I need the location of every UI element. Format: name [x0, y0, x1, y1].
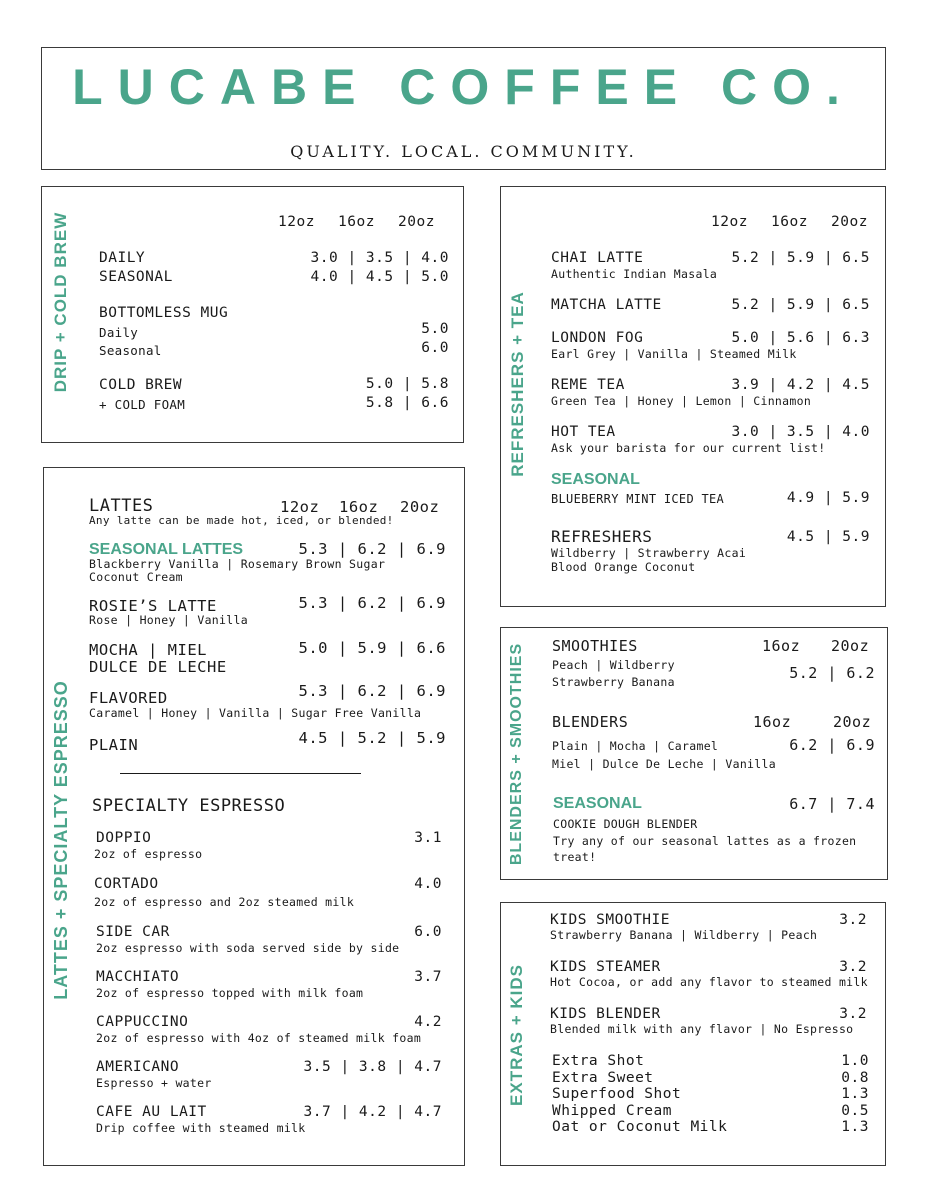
menu-item-name: SEASONAL	[99, 269, 173, 285]
menu-item-name: CHAI LATTE	[551, 250, 644, 266]
extras-section-label: EXTRAS + KIDS	[507, 964, 526, 1106]
menu-item-price: 5.0 | 5.8	[365, 376, 449, 392]
size-header: 20oz	[833, 713, 872, 731]
menu-item-desc: Earl Grey | Vanilla | Steamed Milk	[551, 347, 797, 361]
menu-item-name: DULCE DE LECHE	[89, 658, 227, 676]
menu-item-price: 3.0 | 3.5 | 4.0	[731, 424, 870, 440]
addon-name: Oat or Coconut Milk	[552, 1119, 728, 1135]
menu-item-desc: Strawberry Banana	[552, 675, 675, 689]
header-panel	[41, 47, 886, 170]
size-header: 20oz	[400, 498, 440, 516]
lattes-espresso-panel	[43, 467, 465, 1166]
menu-item-name: BLENDERS	[552, 713, 629, 731]
addon-price: 1.0	[841, 1053, 869, 1069]
extras-kids-panel	[500, 902, 886, 1166]
menu-item-price: 4.0	[414, 876, 442, 892]
menu-item-name: BLUEBERRY MINT ICED TEA	[551, 492, 725, 506]
menu-item-desc: Plain | Mocha | Caramel	[552, 739, 719, 753]
menu-item-desc: treat!	[553, 850, 597, 864]
menu-item-price: 5.3 | 6.2 | 6.9	[298, 594, 446, 612]
menu-item-name: REME TEA	[551, 377, 625, 393]
menu-item-price: 5.2 | 5.9 | 6.5	[731, 250, 870, 266]
menu-item-name: DOPPIO	[96, 830, 152, 846]
menu-item-price: 4.5 | 5.9	[786, 529, 870, 545]
size-header: 20oz	[831, 637, 870, 655]
menu-item-price: 3.9 | 4.2 | 4.5	[731, 377, 870, 393]
menu-item-price: 4.9 | 5.9	[786, 490, 870, 506]
menu-item-name: LONDON FOG	[551, 330, 644, 346]
menu-item-name: KIDS BLENDER	[550, 1006, 661, 1022]
menu-item-price: 4.2	[414, 1014, 442, 1030]
menu-item-price: 3.2	[839, 912, 867, 928]
menu-item-desc: Blackberry Vanilla | Rosemary Brown Sugar	[89, 557, 386, 571]
menu-item-desc: Rose | Honey | Vanilla	[89, 613, 248, 627]
tagline: QUALITY. LOCAL. COMMUNITY.	[290, 142, 637, 161]
menu-item-desc: 2oz espresso with soda served side by side	[96, 941, 400, 955]
menu-item-name: BOTTOMLESS MUG	[99, 305, 229, 321]
size-header: 16oz	[339, 498, 379, 516]
brand-title: LUCABE COFFEE CO.	[72, 59, 855, 115]
menu-item-name: COOKIE DOUGH BLENDER	[553, 817, 698, 831]
addon-price: 0.5	[841, 1103, 869, 1119]
menu-item-name: KIDS STEAMER	[550, 959, 661, 975]
menu-item-name: CAFE AU LAIT	[96, 1104, 207, 1120]
menu-item-desc: Strawberry Banana | Wildberry | Peach	[550, 928, 818, 942]
menu-item-price: 4.0 | 4.5 | 5.0	[310, 269, 449, 285]
menu-item-price: 5.0 | 5.9 | 6.6	[298, 639, 446, 657]
addon-price: 0.8	[841, 1070, 869, 1086]
menu-item-name: SMOOTHIES	[552, 637, 638, 655]
menu-item-desc: Try any of our seasonal lattes as a frozen	[553, 834, 857, 848]
menu-item-name: DAILY	[99, 250, 146, 266]
menu-item-price: 5.0 | 5.6 | 6.3	[731, 330, 870, 346]
addon-name: Extra Shot	[552, 1053, 645, 1069]
seasonal-heading: SEASONAL	[553, 795, 642, 812]
section-title: SPECIALTY ESPRESSO	[92, 796, 286, 816]
menu-item-desc: Drip coffee with steamed milk	[96, 1121, 306, 1135]
menu-item-desc: Caramel | Honey | Vanilla | Sugar Free Vanilla	[89, 706, 422, 720]
size-header: 16oz	[338, 214, 375, 230]
menu-item-desc: Green Tea | Honey | Lemon | Cinnamon	[551, 394, 812, 408]
menu-item-desc: Blood Orange Coconut	[551, 560, 696, 574]
menu-item-desc: 2oz of espresso topped with milk foam	[96, 986, 364, 1000]
menu-item-price: 6.0	[414, 924, 442, 940]
refreshers-tea-panel	[500, 186, 886, 607]
menu-item-desc: Daily	[99, 325, 139, 340]
size-header: 20oz	[831, 214, 868, 230]
menu-item-name: CAPPUCCINO	[96, 1014, 189, 1030]
menu-item-name: ROSIE’S LATTE	[89, 597, 217, 615]
menu-item-price: 3.7	[414, 969, 442, 985]
menu-item-name: MOCHA | MIEL	[89, 641, 207, 659]
seasonal-heading: SEASONAL	[551, 471, 640, 488]
menu-item-desc: Ask your barista for our current list!	[551, 441, 826, 455]
menu-item-name: MACCHIATO	[96, 969, 180, 985]
menu-item-desc: Hot Cocoa, or add any flavor to steamed milk	[550, 975, 868, 989]
menu-item-name: AMERICANO	[96, 1059, 180, 1075]
menu-item-price: 5.3 | 6.2 | 6.9	[298, 682, 446, 700]
menu-item-desc: 2oz of espresso with 4oz of steamed milk foam	[96, 1031, 422, 1045]
menu-item-price: 4.5 | 5.2 | 5.9	[298, 729, 446, 747]
menu-item-desc: 2oz of espresso	[94, 847, 203, 861]
size-header: 12oz	[278, 214, 315, 230]
size-header: 16oz	[762, 637, 801, 655]
menu-item-desc: Authentic Indian Masala	[551, 267, 718, 281]
menu-item-price: 6.2 | 6.9	[789, 736, 875, 754]
menu-item-price: 3.5 | 3.8 | 4.7	[303, 1059, 442, 1075]
addon-name: Whipped Cream	[552, 1103, 672, 1119]
section-divider	[120, 773, 361, 774]
addon-name: Extra Sweet	[552, 1070, 654, 1086]
menu-item-price: 3.7 | 4.2 | 4.7	[303, 1104, 442, 1120]
size-header: 12oz	[280, 498, 320, 516]
menu-item-name: CORTADO	[94, 876, 159, 892]
lattes-section-label: LATTES + SPECIALTY ESPRESSO	[51, 680, 71, 1000]
addon-price: 1.3	[841, 1119, 869, 1135]
menu-item-desc: Seasonal	[99, 343, 162, 358]
menu-item-name: REFRESHERS	[551, 527, 653, 546]
menu-item-price: 3.0 | 3.5 | 4.0	[310, 250, 449, 266]
size-header: 16oz	[771, 214, 808, 230]
menu-item-name: COLD BREW	[99, 377, 183, 393]
addon-price: 1.3	[841, 1086, 869, 1102]
menu-item-name: PLAIN	[89, 736, 139, 754]
blenders-smoothies-panel	[500, 627, 888, 880]
menu-item-desc: Peach | Wildberry	[552, 658, 675, 672]
drip-section-label: DRIP + COLD BREW	[51, 211, 70, 393]
blenders-section-label: BLENDERS + SMOOTHIES	[508, 642, 525, 866]
drip-cold-brew-panel	[41, 186, 464, 443]
size-header: 20oz	[398, 214, 435, 230]
menu-item-name: SIDE CAR	[96, 924, 170, 940]
menu-item-name: HOT TEA	[551, 424, 616, 440]
menu-item-desc: Blended milk with any flavor | No Espresso	[550, 1022, 854, 1036]
menu-item-price: 6.7 | 7.4	[789, 795, 875, 813]
menu-item-desc: Coconut Cream	[89, 570, 183, 584]
latte-note: Any latte can be made hot, iced, or blended!	[89, 514, 394, 527]
addon-name: Superfood Shot	[552, 1086, 682, 1102]
menu-item-price: 5.0	[421, 321, 449, 337]
section-title: LATTES	[89, 496, 154, 516]
menu-item-price: 3.2	[839, 1006, 867, 1022]
size-header: 12oz	[711, 214, 748, 230]
menu-item-price: 5.2 | 5.9 | 6.5	[731, 297, 870, 313]
menu-item-name: MATCHA LATTE	[551, 297, 662, 313]
menu-item-name: FLAVORED	[89, 689, 168, 707]
menu-item-desc: Espresso + water	[96, 1076, 212, 1090]
menu-item-price: 3.2	[839, 959, 867, 975]
menu-item-desc: 2oz of espresso and 2oz steamed milk	[94, 895, 355, 909]
menu-item-price: 6.0	[421, 340, 449, 356]
menu-item-price: 5.2 | 6.2	[789, 664, 875, 682]
menu-item-desc: + COLD FOAM	[99, 397, 186, 412]
size-header: 16oz	[753, 713, 792, 731]
menu-item-price: 5.8 | 6.6	[365, 395, 449, 411]
menu-item-price: 5.3 | 6.2 | 6.9	[298, 540, 446, 558]
seasonal-heading: SEASONAL LATTES	[89, 541, 244, 558]
refreshers-section-label: REFRESHERS + TEA	[508, 291, 527, 477]
menu-item-desc: Wildberry | Strawberry Acai	[551, 546, 747, 560]
menu-item-price: 3.1	[414, 830, 442, 846]
menu-item-desc: Miel | Dulce De Leche | Vanilla	[552, 757, 776, 771]
menu-item-name: KIDS SMOOTHIE	[550, 912, 670, 928]
